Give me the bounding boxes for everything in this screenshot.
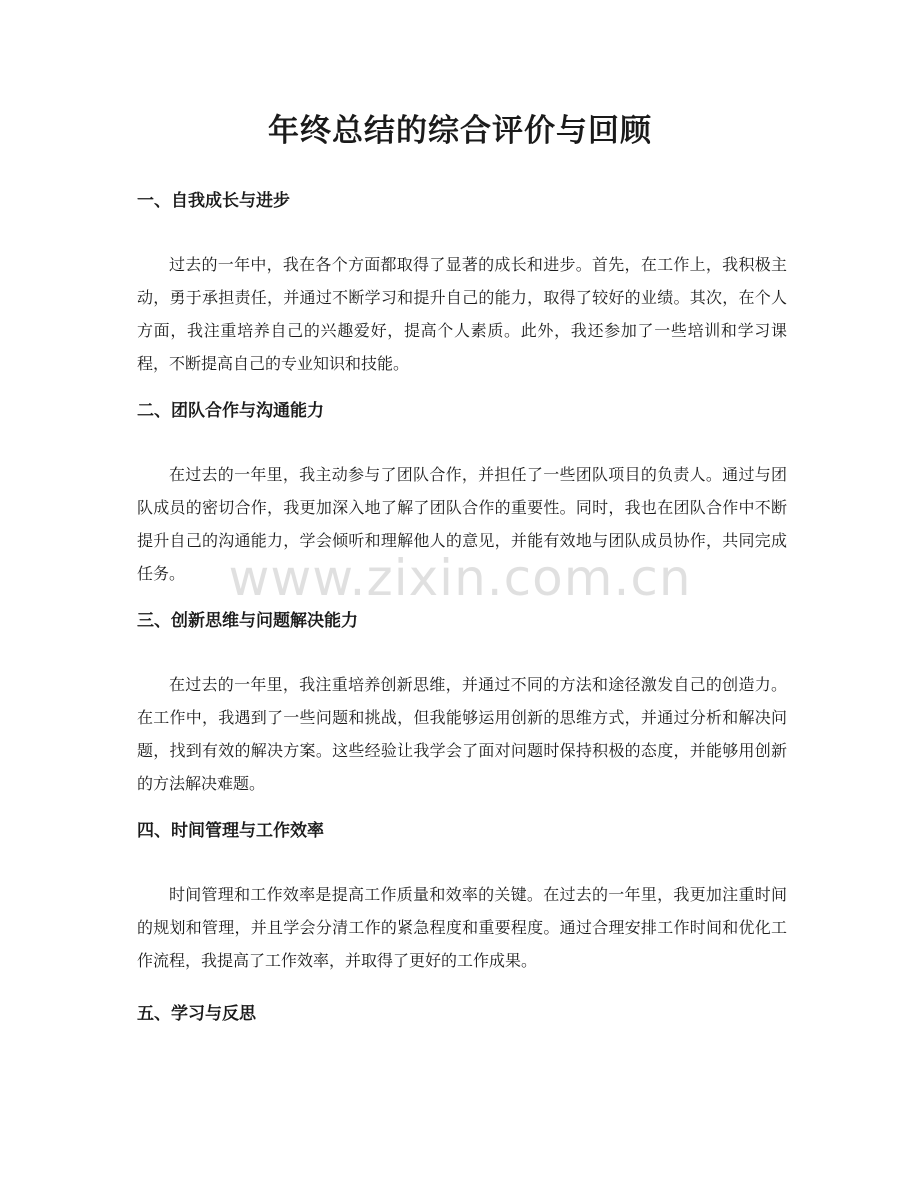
section-3 xyxy=(137,606,787,816)
section-heading: 四、时间管理与工作效率 xyxy=(137,821,324,841)
section-1 xyxy=(137,186,787,396)
section-2 xyxy=(137,396,787,606)
document-body xyxy=(137,186,787,1029)
section-heading: 三、创新思维与问题解决能力 xyxy=(137,611,358,631)
section-4 xyxy=(137,816,787,999)
section-paragraph: 在过去的一年里，我主动参与了团队合作，并担任了一些团队项目的负责人。通过与团队成员的密切合作，我更加深入地了解了团队合作的重要性。同时，我也在团队合作中不断提升自己的沟通能力，学会倾听和理解他人的意见，并能有效地与团队成员协作，共同完成任务。 xyxy=(137,465,787,583)
section-paragraph: 在过去的一年里，我注重培养创新思维，并通过不同的方法和途径激发自己的创造力。在工作中，我遇到了一些问题和挑战，但我能够运用创新的思维方式，并通过分析和解决问题，找到有效的解决方案。这些经验让我学会了面对问题时保持积极的态度，并能够用创新的方法解决难题。 xyxy=(137,675,787,793)
section-heading: 二、团队合作与沟通能力 xyxy=(137,401,324,421)
section-paragraph: 时间管理和工作效率是提高工作质量和效率的关键。在过去的一年里，我更加注重时间的规划和管理，并且学会分清工作的紧急程度和重要程度。通过合理安排工作时间和优化工作流程，我提高了工作效率，并取得了更好的工作成果。 xyxy=(137,885,787,970)
section-paragraph: 过去的一年中，我在各个方面都取得了显著的成长和进步。首先，在工作上，我积极主动，勇于承担责任，并通过不断学习和提升自己的能力，取得了较好的业绩。其次，在个人方面，我注重培养自己的兴趣爱好，提高个人素质。此外，我还参加了一些培训和学习课程，不断提高自己的专业知识和技能。 xyxy=(137,255,787,373)
section-heading: 一、自我成长与进步 xyxy=(137,191,290,211)
section-5 xyxy=(137,999,787,1029)
watermark: www.zixin.com.cn xyxy=(228,549,692,607)
document-title: 年终总结的综合评价与回顾 xyxy=(268,113,652,149)
section-heading: 五、学习与反思 xyxy=(137,1004,256,1024)
